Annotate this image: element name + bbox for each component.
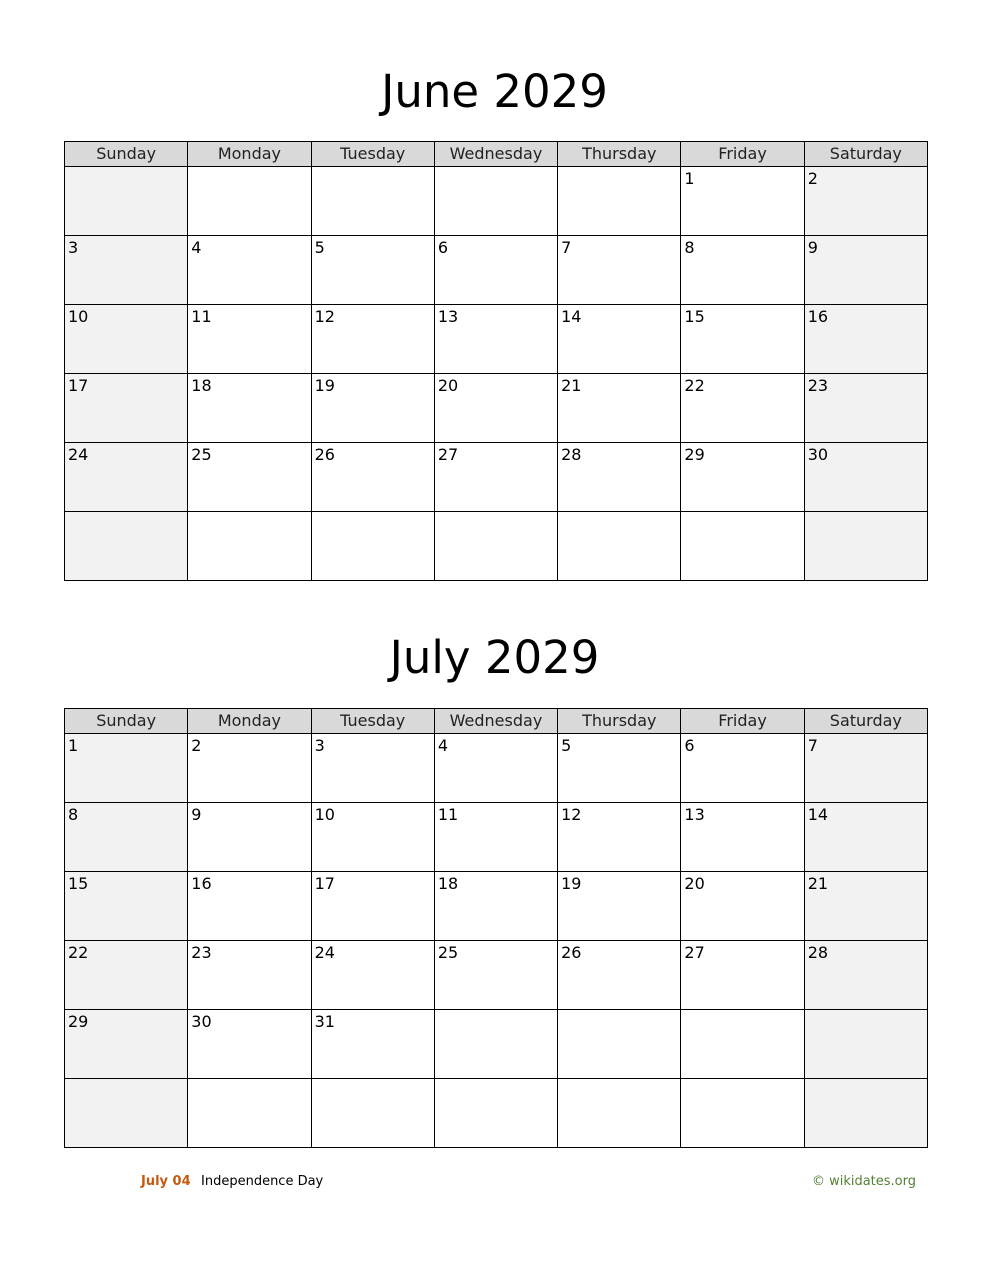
day-number: 15 [684, 307, 705, 326]
day-cell [681, 305, 804, 374]
day-number: 7 [561, 238, 572, 257]
day-cell [65, 872, 188, 941]
day-number: 25 [437, 943, 459, 962]
day-number: 21 [807, 874, 829, 893]
day-cell [434, 167, 557, 236]
day-number [65, 512, 187, 514]
day-number [681, 1079, 803, 1081]
day-cell [434, 443, 557, 512]
day-cell [188, 305, 311, 374]
day-number: 3 [68, 238, 79, 257]
week-row [65, 374, 928, 443]
day-cell [188, 941, 311, 1010]
week-row [65, 941, 928, 1010]
day-number: 3 [314, 736, 325, 755]
day-number [188, 512, 310, 514]
day-cell [804, 236, 927, 305]
weekday-header-tuesday: Tuesday [311, 709, 434, 734]
day-cell [65, 734, 188, 803]
day-number: 16 [191, 874, 212, 893]
weekday-header-saturday: Saturday [804, 142, 927, 167]
day-cell [681, 443, 804, 512]
week-row [65, 1010, 928, 1079]
day-number [805, 1079, 927, 1081]
week-row [65, 167, 928, 236]
day-number: 6 [437, 238, 449, 257]
day-cell [804, 443, 927, 512]
day-number [435, 1010, 557, 1012]
day-number: 20 [437, 376, 459, 395]
week-row [65, 443, 928, 512]
day-cell [434, 374, 557, 443]
day-number: 31 [314, 1012, 335, 1031]
day-number: 9 [191, 805, 202, 824]
day-cell [65, 803, 188, 872]
day-number: 5 [561, 736, 572, 755]
day-cell [434, 305, 557, 374]
week-row [65, 734, 928, 803]
day-number: 10 [68, 307, 89, 326]
day-cell [434, 1079, 557, 1148]
day-number [435, 167, 557, 169]
day-cell [558, 803, 681, 872]
day-cell [188, 1079, 311, 1148]
day-cell [558, 512, 681, 581]
day-cell [311, 941, 434, 1010]
day-cell [311, 1010, 434, 1079]
day-cell [681, 512, 804, 581]
day-cell [311, 443, 434, 512]
day-number: 18 [191, 376, 212, 395]
day-number [188, 167, 310, 169]
day-number: 14 [561, 307, 582, 326]
day-number [681, 1010, 803, 1012]
day-number [558, 1079, 680, 1081]
holiday-date: July 04 [141, 1174, 191, 1189]
day-number: 25 [191, 445, 212, 464]
week-row [65, 803, 928, 872]
day-number [312, 512, 434, 514]
july-calendar-grid [64, 708, 928, 1148]
weekday-header-row [65, 142, 928, 167]
day-cell [681, 872, 804, 941]
day-number: 7 [807, 736, 818, 755]
footer [0, 1174, 989, 1194]
day-cell [311, 305, 434, 374]
day-cell [558, 236, 681, 305]
day-number [65, 1079, 187, 1081]
day-cell [558, 941, 681, 1010]
day-number: 4 [191, 238, 202, 257]
day-cell [681, 803, 804, 872]
day-number: 26 [314, 445, 335, 464]
day-number [805, 1010, 927, 1012]
july-title: July 2029 [389, 631, 600, 684]
day-number: 19 [561, 874, 582, 893]
weekday-header-friday: Friday [681, 709, 804, 734]
day-cell [681, 1010, 804, 1079]
june-calendar-grid [64, 141, 928, 581]
day-cell [434, 512, 557, 581]
day-number: 8 [684, 238, 695, 257]
day-number [188, 1079, 310, 1081]
week-row [65, 236, 928, 305]
day-cell [804, 803, 927, 872]
day-cell [65, 941, 188, 1010]
day-cell [311, 374, 434, 443]
day-number: 6 [684, 736, 695, 755]
day-cell [311, 803, 434, 872]
day-cell [681, 1079, 804, 1148]
day-number: 29 [684, 445, 705, 464]
day-cell [65, 236, 188, 305]
day-number [312, 167, 434, 169]
day-cell [558, 734, 681, 803]
day-number: 22 [684, 376, 705, 395]
day-cell [558, 443, 681, 512]
day-cell [804, 512, 927, 581]
day-cell [65, 1079, 188, 1148]
day-cell [311, 872, 434, 941]
day-cell [311, 236, 434, 305]
day-cell [311, 1079, 434, 1148]
day-cell [804, 167, 927, 236]
day-cell [188, 734, 311, 803]
day-number: 26 [561, 943, 582, 962]
day-number: 23 [807, 376, 829, 395]
week-row [65, 512, 928, 581]
day-cell [65, 443, 188, 512]
day-cell [434, 872, 557, 941]
day-number: 1 [684, 169, 695, 188]
week-row [65, 1079, 928, 1148]
day-number: 23 [191, 943, 212, 962]
day-number: 28 [561, 445, 582, 464]
day-cell [65, 512, 188, 581]
day-cell [434, 1010, 557, 1079]
weekday-header-wednesday: Wednesday [434, 709, 557, 734]
day-number: 13 [437, 307, 459, 326]
day-number: 2 [807, 169, 818, 188]
day-cell [434, 941, 557, 1010]
day-cell [681, 734, 804, 803]
day-cell [188, 167, 311, 236]
day-cell [558, 872, 681, 941]
weekday-header-monday: Monday [188, 709, 311, 734]
day-cell [804, 734, 927, 803]
holiday-name: Independence Day [201, 1174, 324, 1189]
day-number: 13 [684, 805, 705, 824]
day-number: 17 [314, 874, 335, 893]
day-number: 14 [807, 805, 829, 824]
day-cell [311, 512, 434, 581]
day-cell [804, 374, 927, 443]
day-number: 18 [437, 874, 459, 893]
day-number [435, 1079, 557, 1081]
day-number: 11 [191, 307, 212, 326]
day-cell [188, 1010, 311, 1079]
day-cell [681, 236, 804, 305]
day-number: 4 [437, 736, 449, 755]
day-cell [804, 872, 927, 941]
day-number [558, 512, 680, 514]
weekday-header-saturday: Saturday [804, 709, 927, 734]
day-cell [311, 167, 434, 236]
day-number: 12 [314, 307, 335, 326]
day-cell [558, 374, 681, 443]
day-cell [65, 1010, 188, 1079]
weekday-header-monday: Monday [188, 142, 311, 167]
day-number [805, 512, 927, 514]
day-number: 5 [314, 238, 325, 257]
day-number: 22 [68, 943, 89, 962]
weekday-header-wednesday: Wednesday [434, 142, 557, 167]
day-cell [188, 512, 311, 581]
day-cell [558, 1010, 681, 1079]
day-number: 9 [807, 238, 818, 257]
day-number: 15 [68, 874, 89, 893]
day-cell [434, 734, 557, 803]
day-cell [804, 1079, 927, 1148]
day-cell [188, 236, 311, 305]
day-number: 21 [561, 376, 582, 395]
day-number [435, 512, 557, 514]
day-number: 17 [68, 376, 89, 395]
day-number [312, 1079, 434, 1081]
weekday-header-sunday: Sunday [65, 709, 188, 734]
day-cell [558, 167, 681, 236]
weekday-header-thursday: Thursday [558, 709, 681, 734]
day-number: 28 [807, 943, 829, 962]
day-cell [188, 443, 311, 512]
day-number [681, 512, 803, 514]
weekday-header-thursday: Thursday [558, 142, 681, 167]
day-number [558, 167, 680, 169]
day-cell [681, 374, 804, 443]
day-number: 8 [68, 805, 79, 824]
week-row [65, 872, 928, 941]
day-number: 27 [684, 943, 705, 962]
day-cell [311, 734, 434, 803]
day-number [558, 1010, 680, 1012]
day-cell [65, 167, 188, 236]
day-number: 30 [807, 445, 829, 464]
june-title: June 2029 [381, 65, 608, 118]
day-number: 11 [437, 805, 459, 824]
day-cell [434, 236, 557, 305]
weekday-header-tuesday: Tuesday [311, 142, 434, 167]
day-number: 24 [314, 943, 335, 962]
day-cell [804, 941, 927, 1010]
day-number: 19 [314, 376, 335, 395]
day-cell [558, 305, 681, 374]
day-number: 30 [191, 1012, 212, 1031]
day-cell [434, 803, 557, 872]
day-number: 10 [314, 805, 335, 824]
day-cell [804, 1010, 927, 1079]
day-cell [188, 872, 311, 941]
site-credit-link[interactable]: © wikidates.org [811, 1174, 916, 1189]
day-number [65, 167, 187, 169]
weekday-header-friday: Friday [681, 142, 804, 167]
day-cell [681, 167, 804, 236]
day-cell [558, 1079, 681, 1148]
day-cell [188, 803, 311, 872]
day-cell [65, 305, 188, 374]
week-row [65, 305, 928, 374]
weekday-header-sunday: Sunday [65, 142, 188, 167]
day-number: 20 [684, 874, 705, 893]
day-cell [681, 941, 804, 1010]
day-cell [65, 374, 188, 443]
weekday-header-row [65, 709, 928, 734]
day-number: 24 [68, 445, 89, 464]
day-number: 29 [68, 1012, 89, 1031]
day-number: 27 [437, 445, 459, 464]
day-number: 16 [807, 307, 829, 326]
day-cell [188, 374, 311, 443]
day-number: 1 [68, 736, 79, 755]
day-cell [804, 305, 927, 374]
day-number: 12 [561, 805, 582, 824]
day-number: 2 [191, 736, 202, 755]
